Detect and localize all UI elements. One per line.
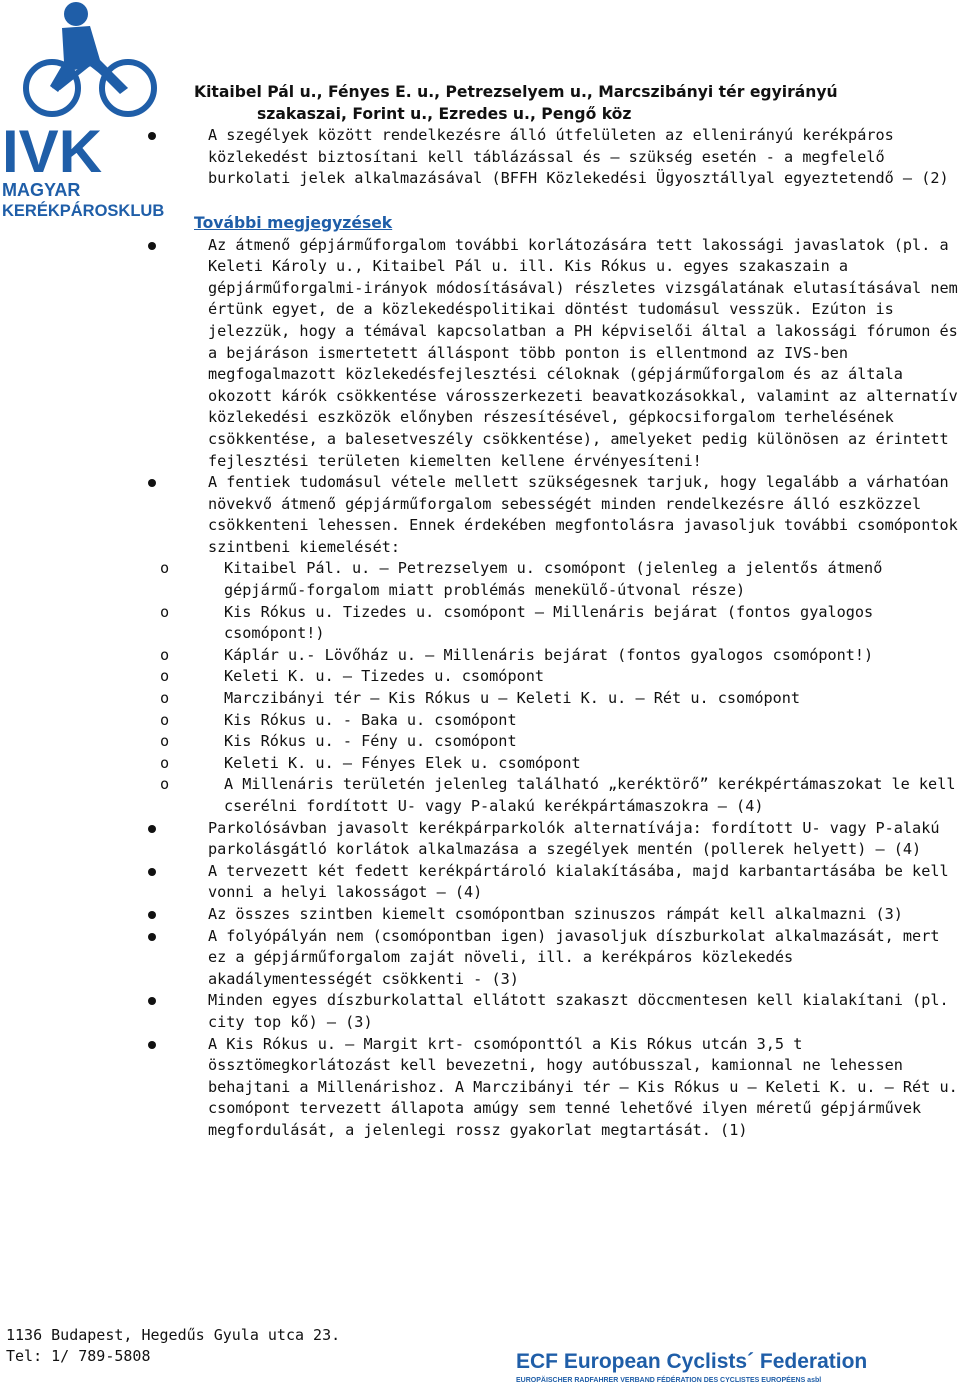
sub-list-item: o A Millenáris területén jelenleg található „keréktörő” kerékpértámaszokat le kell cserélni fordított U- vagy P-alakú kerékpártámaszokra – (4) [146,774,958,817]
logo-letters: IVK [2,118,103,185]
street-heading-line1: Kitaibel Pál u., Fényes E. u., Petrezselyem u., Marcszibányi tér egyirányú [194,83,838,101]
sub-list-item: o Kis Rókus u. Tizedes u. csomópont – Millenáris bejárat (fontos gyalogos csomópont!) [146,602,958,645]
footer-address [6,1325,340,1367]
sub-list-item: o Keleti K. u. – Fényes Elek u. csomópont [146,753,958,775]
remarks-list [194,235,958,1142]
address-line: 1136 Budapest, Hegedűs Gyula utca 23. [6,1326,341,1344]
sub-list-item: o Keleti K. u. – Tizedes u. csomópont [146,666,958,688]
ecf-title: ECF European Cyclists´ Federation [516,1350,868,1373]
list-item: Az átmenő gépjárműforgalom további korlátozására tett lakossági javaslatok (pl. a Keleti Károly u., Kitaibel Pál u. ill. Kis Rókus u. egyes szakaszain a gépjárműforgalmi-irányok módosításával) részletes vizsgálatának elutasításával nem értünk egyet, de a közlekedéspolitikai döntést tudomásul vesszük. Ezúton is jelezzük, hogy a témával kapcsolatban a PH képviselői által a lakossági fórumon és a bejáráson ismertetett álláspont több ponton is ellentmond az IVS-ben megfogalmazott közlekedésfejlesztési céloknak (gépjárműforgalom és az általa okozott kárók csökkentése városszerkezeti beavatkozásokkal, valamint az alternatív közlekedési eszközök előnyben részesítésével, gépkocsiforgalom terhelésének csökkentése, a balesetveszély csökkentése), amelyeket pedig különösen az érintett fejlesztési területen kiemelten kellene érvényesíteni! [146,235,958,473]
sub-list-item: o Marczibányi tér – Kis Rókus u – Keleti K. u. – Rét u. csomópont [146,688,958,710]
list-item: A folyópályán nem (csomópontban igen) javasoljuk díszburkolat alkalmazását, mert ez a gépjárműforgalom zaját növeli, ill. a kerékpáros közlekedés akadálymentességét csökkenti - (3) [146,926,958,991]
sub-list-item: o Kis Rókus u. - Fény u. csomópont [146,731,958,753]
list-item: A fentiek tudomásul vétele mellett szükségesnek tarjuk, hogy legalább a várhatóan növekvő átmenő gépjárműforgalom sebességét minden rendelkezésre álló eszközzel csökkenteni lehessen. Ennek érdekében megfontolásra javasoljuk további csomópontok szintbeni kiemelését: o Kitaibel Pál. u. – Petrezselyem u. csomópont (jelenleg a jelentős átmenő gépjármű-forgalom miatt problémás menekülő-útvonal része) o Kis Rókus u. Tizedes u. csomópont – Millenáris bejárat (fontos gyalogos csomópont!) o Káplár u.- Lövőház u. – Millenáris bejárat (fontos gyalogos csomópont!) o Keleti K. u. – Tizedes u. csomópont o Marczibányi tér – Kis Rókus u – Keleti K. u. – Rét u. csomópont o Kis Rókus u. - Baka u. csomópont o Kis Rókus u. - Fény u. csomópont o Keleti K. u. – Fényes Elek u. csomópont o A Millenáris területén jelenleg található „keréktörő” kerékpértámaszokat le kell cserélni fordított U- vagy P-alakú kerékpártámaszokra – (4) [146,472,958,818]
sub-list-item: o Kis Rókus u. - Baka u. csomópont [146,710,958,732]
phone-line: Tel: 1/ 789-5808 [6,1347,151,1365]
logo-line1: MAGYAR [2,180,81,200]
list-item: Az összes szintben kiemelt csomópontban szinuszos rámpát kell alkalmazni (3) [146,904,958,926]
junction-list [146,558,958,817]
ecf-subtitle: EUROPÄISCHER RADFAHRER VERBAND FÉDÉRATION DES CYCLISTES EUROPÉENS asbl [516,1377,822,1384]
sub-list-item: o Káplár u.- Lövőház u. – Millenáris bejárat (fontos gyalogos csomópont!) [146,645,958,667]
list-item: Parkolósávban javasolt kerékpárparkolók alternatívája: fordított U- vagy P-alakú parkolásgátló korlátok alkalmazása a szegélyek mentén (pollerek helyett) – (4) [146,818,958,861]
list-item: A szegélyek között rendelkezésre álló útfelületen az ellenirányú kerékpáros közlekedést biztosítani kell táblázással és – szükség esetén - a megfelelő burkolati jelek alkalmazásával (BFFH Közlekedési Ügyosztállyal egyeztetendő – (2) [146,125,958,190]
list-item: A Kis Rókus u. – Margit krt- csomóponttól a Kis Rókus utcán 3,5 t össztömegkorlátozást kell bevezetni, hogy autóbusszal, kamionnal ne lehessen behajtani a Millenárishoz. A Marczibányi tér – Kis Rókus u – Keleti K. u. – Rét u. csomópont tervezett állapota amúgy sem tenné lehetővé ilyen méretű gépjárművek megfordulását, a jelenlegi rossz gyakorlat megtartását. (1) [146,1034,958,1142]
ecf-logo [512,1342,952,1386]
document-body [194,82,958,1142]
section-title: További megjegyzések [194,213,393,232]
list-item: A tervezett két fedett kerékpártároló kialakításába, majd karbantartásába be kell vonni a helyi lakosságot – (4) [146,861,958,904]
street-heading [194,82,958,125]
sub-list-item: o Kitaibel Pál. u. – Petrezselyem u. csomópont (jelenleg a jelentős átmenő gépjármű-forgalom miatt problémás menekülő-útvonal része) [146,558,958,601]
logo-line2: KERÉKPÁROSKLUB [2,202,165,220]
intro-list [194,125,958,190]
street-heading-line2: szakaszai, Forint u., Ezredes u., Pengő köz [257,104,632,123]
list-item: Minden egyes díszburkolattal ellátott szakaszt döccmentesen kell kialakítani (pl. city top kő) – (3) [146,990,958,1033]
